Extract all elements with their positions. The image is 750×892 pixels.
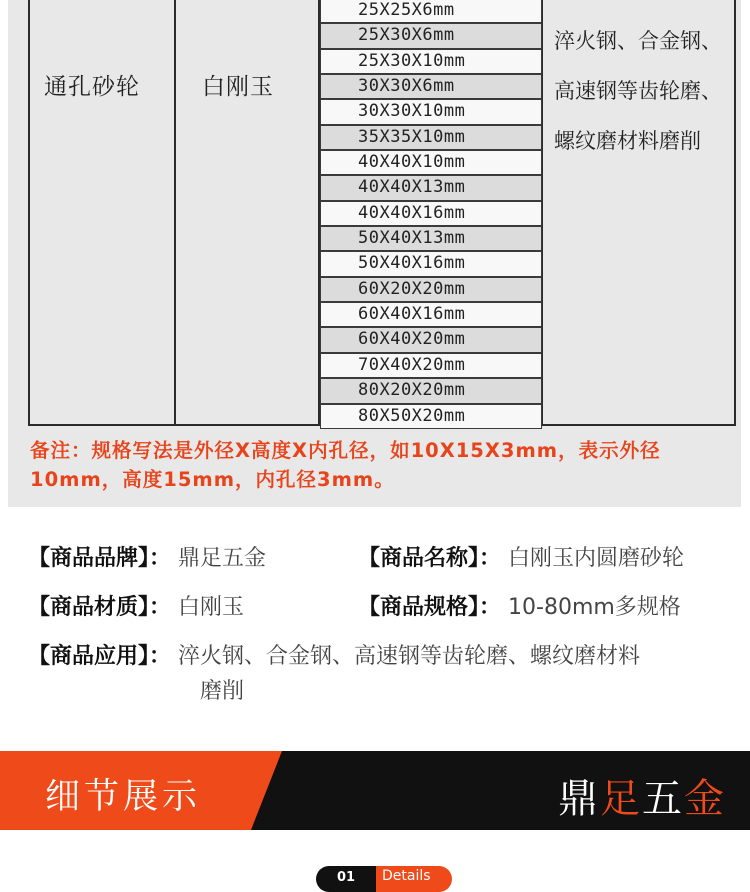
name-value: 白刚玉内圆磨砂轮 — [508, 546, 685, 571]
brand-row — [28, 541, 266, 572]
size-row: 60X40X20mm — [320, 327, 542, 352]
details-pill — [316, 866, 452, 892]
brand-char: 足 — [600, 776, 642, 822]
size-row: 50X40X13mm — [320, 226, 542, 251]
size-row: 60X40X16mm — [320, 302, 542, 327]
brand-char: 五 — [642, 776, 684, 822]
brand-char: 鼎 — [558, 776, 600, 822]
size-row: 80X20X20mm — [320, 378, 542, 403]
table-divider — [174, 0, 176, 424]
spec-table-section — [8, 0, 741, 507]
size-row: 80X50X20mm — [320, 404, 542, 429]
spec-value: 10-80mm多规格 — [508, 595, 681, 620]
brand-label: 【商品品牌】： — [28, 546, 172, 571]
application-line: 高速钢等齿轮磨、 — [554, 79, 722, 103]
size-row: 40X40X16mm — [320, 201, 542, 226]
pill-number: 01 — [316, 866, 376, 892]
spec-table — [28, 0, 736, 426]
size-row: 25X25X6mm — [320, 0, 542, 23]
size-row: 40X40X10mm — [320, 150, 542, 175]
material-cell: 白刚玉 — [202, 74, 274, 100]
size-row: 70X40X20mm — [320, 353, 542, 378]
details-banner — [0, 751, 750, 830]
name-label: 【商品名称】： — [358, 546, 502, 571]
pill-label: Details — [376, 866, 452, 892]
size-row: 60X20X20mm — [320, 277, 542, 302]
size-row: 25X30X10mm — [320, 49, 542, 74]
use-value: 淬火钢、合金钢、高速钢等齿轮磨、螺纹磨材料 — [178, 644, 641, 669]
size-row: 35X35X10mm — [320, 125, 542, 150]
spec-label: 【商品规格】： — [358, 595, 502, 620]
applications-cell — [554, 16, 750, 166]
spec-note — [30, 436, 730, 494]
brand-char: 金 — [684, 776, 726, 822]
type-cell: 通孔砂轮 — [44, 74, 140, 100]
use-row-cont — [200, 674, 244, 705]
material-value: 白刚玉 — [178, 595, 245, 620]
use-value-cont: 磨削 — [200, 679, 245, 704]
size-list — [320, 0, 542, 429]
name-row — [358, 541, 684, 572]
banner-brand — [558, 767, 726, 824]
application-line: 淬火钢、合金钢、 — [554, 29, 722, 53]
spec-row — [358, 590, 681, 621]
note-line: 10mm，高度15mm，内孔径3mm。 — [30, 468, 395, 491]
size-row: 40X40X13mm — [320, 175, 542, 200]
material-row — [28, 590, 244, 621]
use-label: 【商品应用】： — [28, 644, 172, 669]
brand-value: 鼎足五金 — [178, 546, 267, 571]
application-line: 螺纹磨材料磨削 — [554, 129, 701, 153]
size-row: 50X40X16mm — [320, 251, 542, 276]
use-row — [28, 639, 640, 670]
banner-title: 细节展示 — [45, 777, 202, 817]
size-row: 30X30X10mm — [320, 99, 542, 124]
size-row: 30X30X6mm — [320, 74, 542, 99]
material-label: 【商品材质】： — [28, 595, 172, 620]
size-row: 25X30X6mm — [320, 23, 542, 48]
note-line: 备注：规格写法是外径X高度X内孔径，如10X15X3mm，表示外径 — [30, 439, 661, 462]
